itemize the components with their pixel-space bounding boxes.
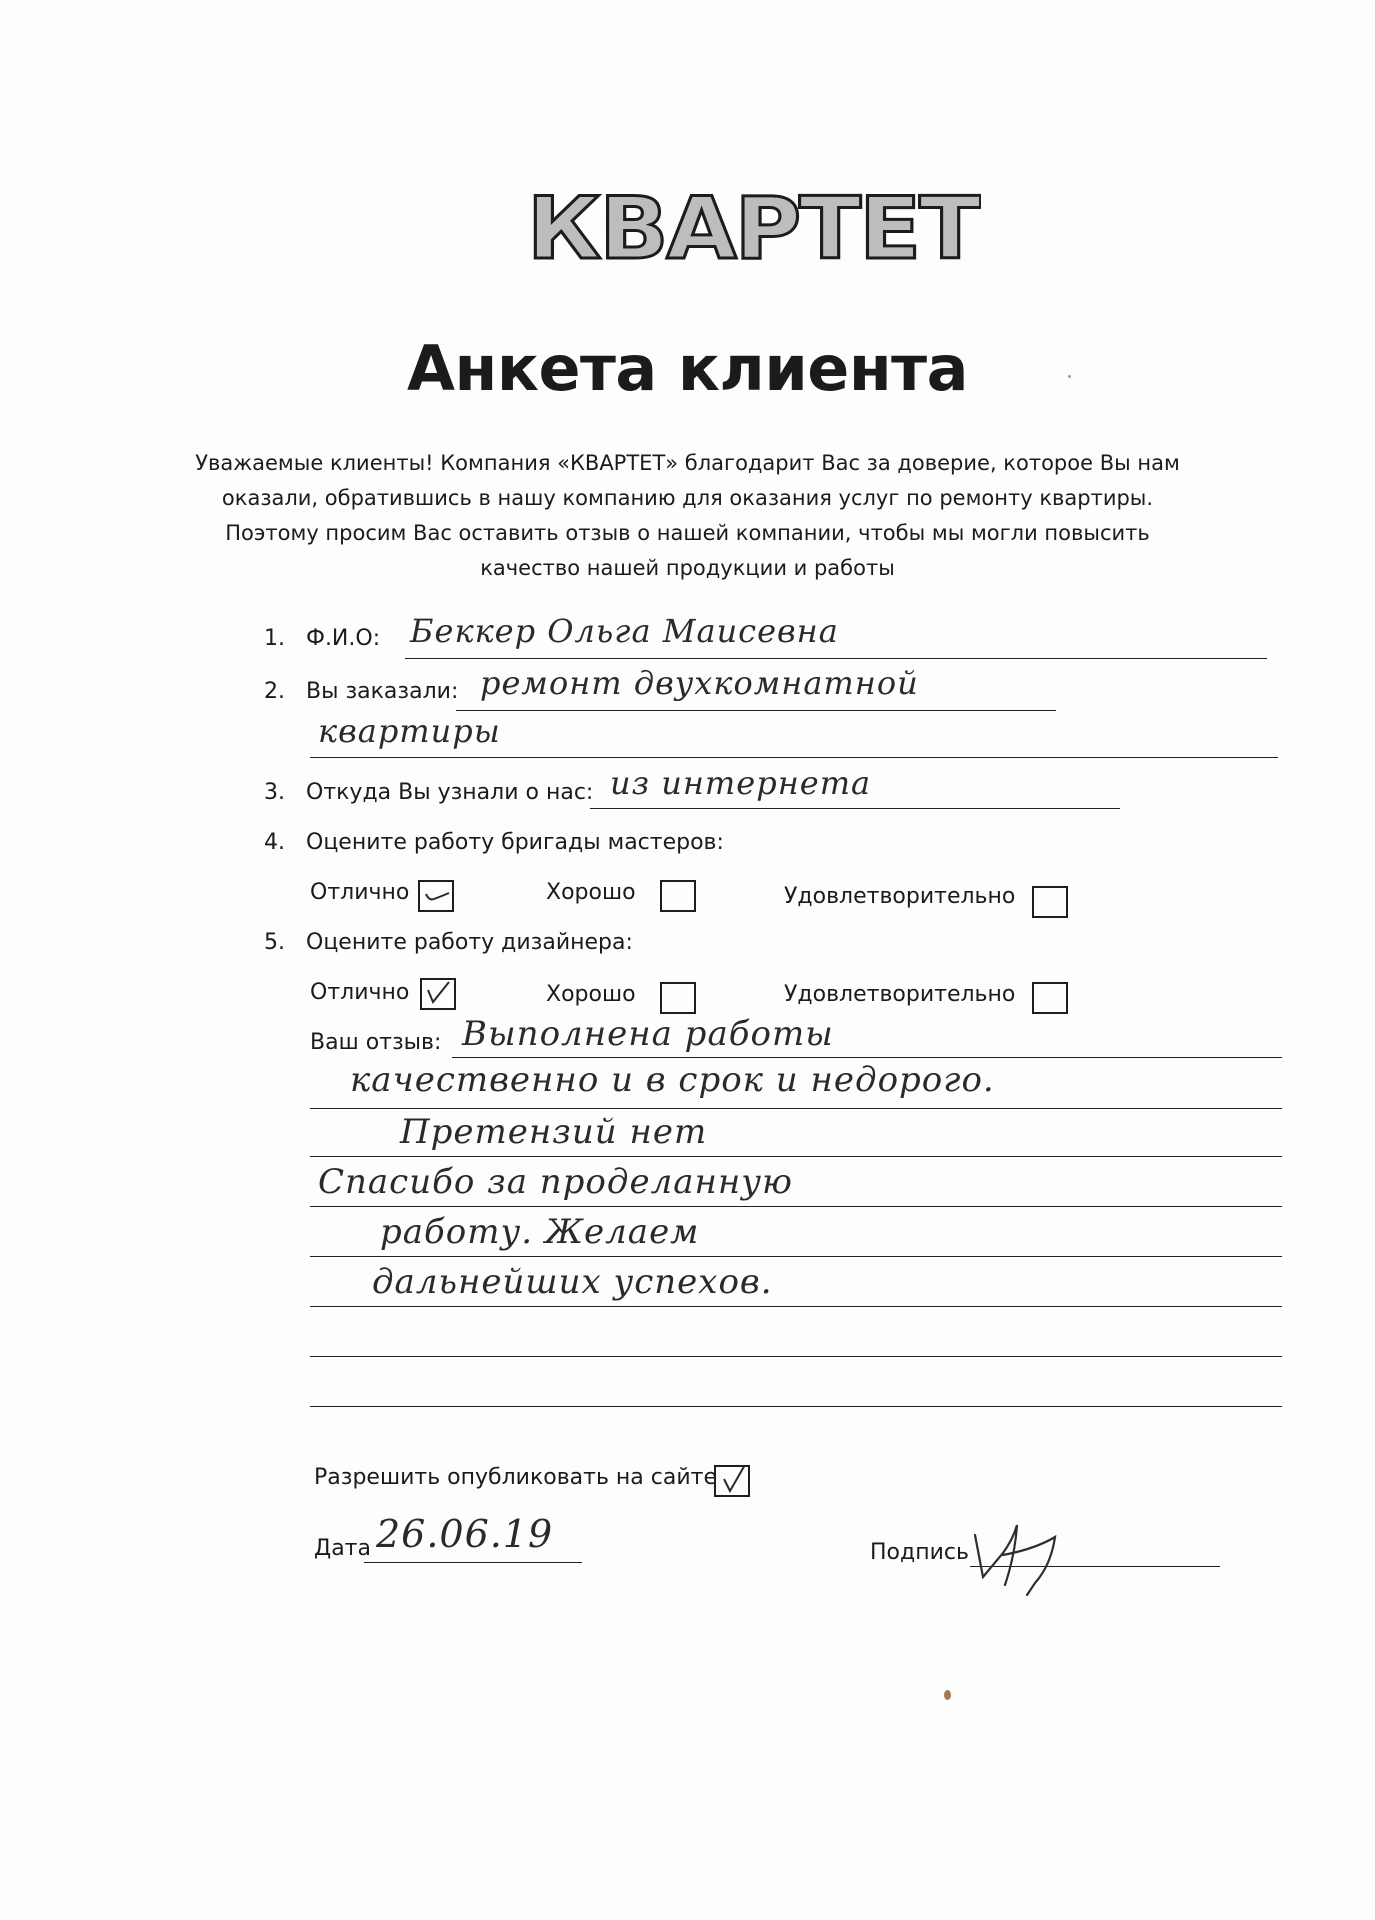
- review-label: Ваш отзыв:: [310, 1030, 442, 1055]
- order-field-line-2: [310, 757, 1278, 758]
- review-text-line-2[interactable]: качественно и в срок и недорого.: [350, 1060, 995, 1100]
- designer-option-good-label: Хорошо: [546, 982, 636, 1007]
- review-line-2: [310, 1108, 1282, 1109]
- crew-excellent-checkbox[interactable]: [418, 880, 454, 912]
- logo-text: КВАРТЕТ: [527, 180, 981, 264]
- review-line-7: [310, 1356, 1282, 1357]
- review-line-6: [310, 1306, 1282, 1307]
- review-line-4: [310, 1206, 1282, 1207]
- source-answer[interactable]: из интернета: [610, 764, 872, 802]
- designer-excellent-checkbox[interactable]: [420, 978, 456, 1010]
- scan-speck: [1068, 375, 1071, 378]
- intro-line: Поэтому просим Вас оставить отзыв о нашей компании, чтобы мы могли повысить: [225, 521, 1150, 545]
- question-number: 1.: [264, 626, 285, 651]
- designer-option-satisfactory-label: Удовлетворительно: [784, 982, 1016, 1007]
- name-answer[interactable]: Беккер Ольга Маисевна: [410, 612, 839, 650]
- intro-line: Уважаемые клиенты! Компания «КВАРТЕТ» благодарит Вас за доверие, которое Вы нам: [195, 451, 1180, 475]
- review-text-line-3[interactable]: Претензий нет: [400, 1112, 708, 1152]
- crew-satisfactory-checkbox[interactable]: [1032, 886, 1068, 918]
- designer-satisfactory-checkbox[interactable]: [1032, 982, 1068, 1014]
- scan-speck: [944, 1690, 951, 1700]
- question-number: 5.: [264, 930, 285, 955]
- review-line-3: [310, 1156, 1282, 1157]
- crew-option-excellent-label: Отлично: [310, 880, 410, 905]
- review-text-line-6[interactable]: дальнейших успехов.: [372, 1262, 773, 1302]
- question-label-designer-rating: Оцените работу дизайнера:: [306, 930, 633, 955]
- date-label: Дата: [314, 1536, 371, 1561]
- check-mark-icon: [422, 980, 454, 1008]
- review-line-8: [310, 1406, 1282, 1407]
- review-text-line-1[interactable]: Выполнена работы: [462, 1014, 834, 1054]
- date-value[interactable]: 26.06.19: [376, 1512, 554, 1556]
- publish-label: Разрешить опубликовать на сайте: [314, 1465, 717, 1490]
- question-label-crew-rating: Оцените работу бригады мастеров:: [306, 830, 724, 855]
- question-label-source: Откуда Вы узнали о нас:: [306, 780, 594, 805]
- order-answer-line-2[interactable]: квартиры: [318, 712, 501, 750]
- question-label-order: Вы заказали:: [306, 679, 459, 704]
- intro-line: качество нашей продукции и работы: [480, 556, 895, 580]
- question-label-name: Ф.И.О:: [306, 626, 381, 651]
- intro-text: [180, 446, 1195, 586]
- intro-line: оказали, обратившись в нашу компанию для оказания услуг по ремонту квартиры.: [221, 486, 1154, 510]
- review-text-line-4[interactable]: Спасибо за проделанную: [318, 1162, 793, 1202]
- review-text-line-5[interactable]: работу. Желаем: [380, 1212, 700, 1252]
- crew-option-good-label: Хорошо: [546, 880, 636, 905]
- page-title: Анкета клиента: [407, 332, 968, 405]
- handwritten-signature: [965, 1515, 1075, 1605]
- source-field-line: [590, 808, 1120, 809]
- question-number: 2.: [264, 679, 285, 704]
- order-field-line: [456, 710, 1056, 711]
- question-number: 3.: [264, 780, 285, 805]
- review-line-5: [310, 1256, 1282, 1257]
- kvartet-logo: [525, 180, 981, 264]
- name-field-line: [405, 658, 1267, 659]
- publish-checkbox[interactable]: [714, 1465, 750, 1497]
- designer-option-excellent-label: Отлично: [310, 980, 410, 1005]
- signature-label: Подпись: [870, 1540, 969, 1565]
- designer-good-checkbox[interactable]: [660, 982, 696, 1014]
- check-mark-icon: [716, 1467, 748, 1495]
- order-answer-line-1[interactable]: ремонт двухкомнатной: [480, 664, 919, 702]
- crew-option-satisfactory-label: Удовлетворительно: [784, 884, 1016, 909]
- date-field-line: [364, 1562, 582, 1563]
- check-mark-icon: [420, 882, 452, 910]
- crew-good-checkbox[interactable]: [660, 880, 696, 912]
- question-number: 4.: [264, 830, 285, 855]
- review-line-1: [452, 1057, 1282, 1058]
